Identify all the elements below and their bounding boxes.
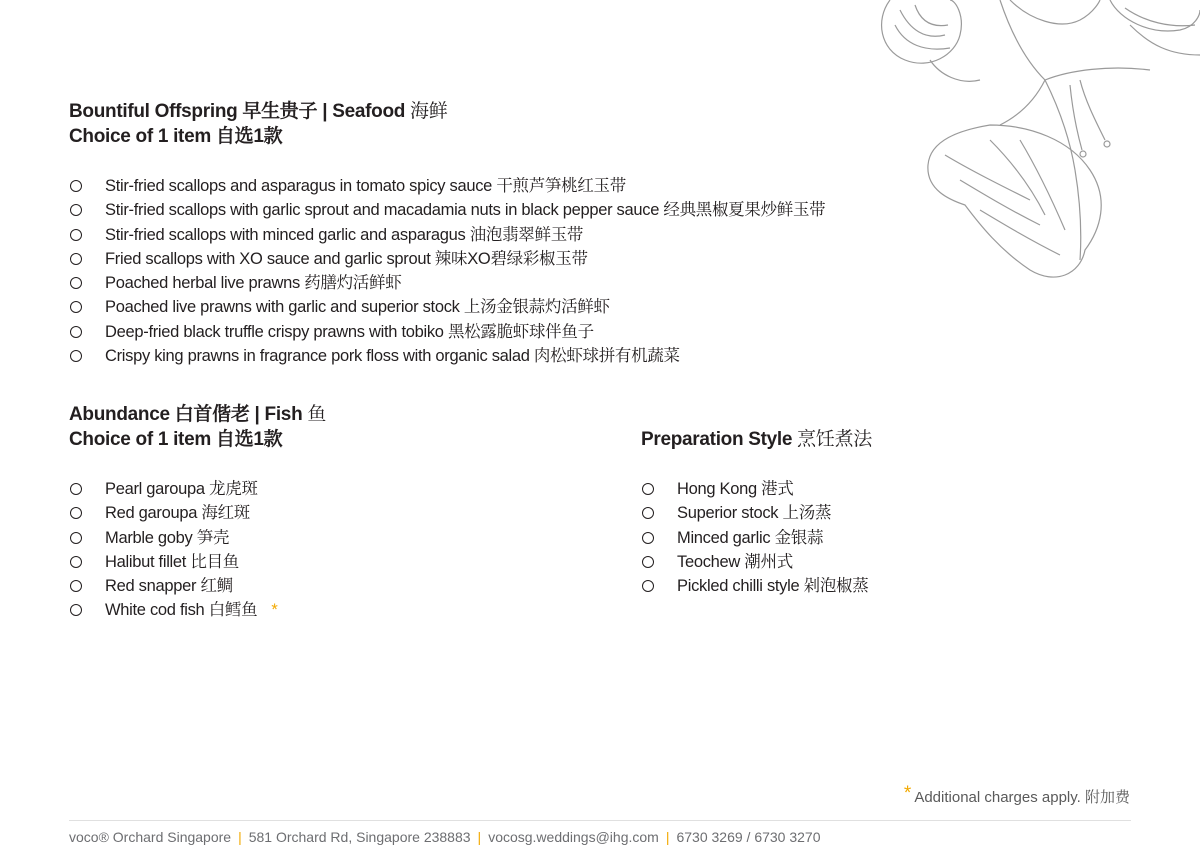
- radio-button-icon[interactable]: [70, 229, 82, 241]
- option-item: [69, 344, 825, 368]
- option-item: [69, 174, 825, 198]
- surcharge-note-text: Additional charges apply. 附加费: [914, 789, 1130, 806]
- option-item: [69, 501, 326, 525]
- radio-button-icon[interactable]: [70, 326, 82, 338]
- option-item: [641, 574, 872, 598]
- option-item: [641, 550, 872, 574]
- radio-button-icon[interactable]: [70, 180, 82, 192]
- preparation-options: [641, 477, 872, 598]
- radio-button-icon[interactable]: [70, 580, 82, 592]
- seafood-heading: Bountiful Offspring 早生贵子 | Seafood 海鲜: [69, 101, 448, 122]
- seafood-options: [69, 174, 825, 368]
- option-label: Minced garlic 金银蒜: [677, 528, 824, 547]
- option-label: Teochew 潮州式: [677, 552, 793, 571]
- radio-button-icon[interactable]: [642, 532, 654, 544]
- option-label: Poached herbal live prawns 药膳灼活鲜虾: [105, 274, 402, 293]
- option-item: [69, 526, 326, 550]
- fish-section: [69, 402, 326, 623]
- preparation-title-zh: 烹饪煮法: [797, 429, 872, 450]
- footer-phone[interactable]: 6730 3269 / 6730 3270: [676, 829, 821, 845]
- option-item: [641, 501, 872, 525]
- option-item: [69, 295, 825, 319]
- fish-title: Abundance 白首偕老: [69, 404, 250, 425]
- footer-divider: [69, 820, 1131, 821]
- radio-button-icon[interactable]: [642, 580, 654, 592]
- option-label: Poached live prawns with garlic and superior stock 上汤金银蒜灼活鲜虾: [105, 298, 610, 317]
- footer-venue: voco® Orchard Singapore: [69, 829, 232, 845]
- option-label: Pearl garoupa 龙虎斑: [105, 480, 258, 498]
- radio-button-icon[interactable]: [70, 253, 82, 265]
- option-label: Stir-fried scallops and asparagus in tomato spicy sauce 干煎芦笋桃红玉带: [105, 177, 626, 195]
- radio-button-icon[interactable]: [70, 532, 82, 544]
- floral-decoration: [870, 0, 1200, 290]
- radio-button-icon[interactable]: [642, 507, 654, 519]
- option-label: Marble goby 笋壳: [105, 528, 230, 547]
- option-item: [69, 477, 326, 501]
- fish-options: [69, 477, 326, 623]
- footer-separator: |: [238, 829, 242, 845]
- option-item: [641, 477, 872, 501]
- preparation-heading: [641, 427, 872, 452]
- radio-button-icon[interactable]: [70, 204, 82, 216]
- option-label: Red snapper 红鲷: [105, 577, 233, 596]
- option-label: Deep-fried black truffle crispy prawns with tobiko 黑松露脆虾球伴鱼子: [105, 322, 594, 341]
- option-item: [69, 550, 326, 574]
- surcharge-star-icon: *: [271, 601, 278, 620]
- seafood-title: Bountiful Offspring 早生贵子: [69, 101, 318, 122]
- surcharge-note: [903, 783, 1130, 808]
- preparation-section: [641, 427, 872, 598]
- option-item: [69, 247, 825, 271]
- option-item: [69, 320, 825, 344]
- fish-heading: Abundance 白首偕老 | Fish 鱼: [69, 404, 327, 425]
- radio-button-icon[interactable]: [70, 604, 82, 616]
- option-label: Stir-fried scallops with garlic sprout and macadamia nuts in black pepper sauce 经典黑椒夏果炒鲜玉带: [105, 201, 826, 220]
- radio-button-icon[interactable]: [642, 556, 654, 568]
- option-item: [69, 271, 825, 295]
- seafood-category: Seafood: [332, 101, 406, 122]
- fish-choice: Choice of 1 item 自选1款: [69, 429, 283, 450]
- option-item: [69, 198, 825, 222]
- footer-address: 581 Orchard Rd, Singapore 238883: [248, 829, 471, 845]
- radio-button-icon[interactable]: [70, 483, 82, 495]
- option-label: Hong Kong 港式: [677, 480, 794, 498]
- radio-button-icon[interactable]: [642, 483, 654, 495]
- seafood-category-zh: 海鲜: [410, 101, 448, 122]
- option-item: [69, 574, 326, 598]
- option-label: White cod fish 白鳕鱼: [105, 601, 258, 620]
- footer-email[interactable]: vocosg.weddings@ihg.com: [488, 829, 659, 845]
- radio-button-icon[interactable]: [70, 277, 82, 289]
- option-label: Pickled chilli style 剁泡椒蒸: [677, 577, 869, 596]
- footer-separator: |: [665, 829, 670, 845]
- radio-button-icon[interactable]: [70, 301, 82, 313]
- option-item: [69, 223, 825, 247]
- radio-button-icon[interactable]: [70, 507, 82, 519]
- footer-separator: |: [477, 829, 482, 845]
- option-label: Stir-fried scallops with minced garlic and asparagus 油泡翡翠鲜玉带: [105, 225, 584, 244]
- surcharge-star-icon: *: [903, 783, 912, 804]
- seafood-section: [69, 99, 825, 368]
- preparation-title: Preparation Style: [641, 429, 793, 450]
- option-label: Halibut fillet 比目鱼: [105, 552, 239, 571]
- seafood-choice: Choice of 1 item 自选1款: [69, 126, 283, 147]
- option-label: Fried scallops with XO sauce and garlic sprout 辣味XO碧绿彩椒玉带: [105, 249, 588, 268]
- option-item: [641, 526, 872, 550]
- option-item: [69, 598, 326, 622]
- option-label: Superior stock 上汤蒸: [677, 504, 832, 523]
- radio-button-icon[interactable]: [70, 350, 82, 362]
- option-label: Red garoupa 海红斑: [105, 504, 250, 523]
- option-label: Crispy king prawns in fragrance pork floss with organic salad 肉松虾球拼有机蔬菜: [105, 347, 680, 366]
- fish-category-zh: 鱼: [307, 404, 327, 425]
- footer: [69, 829, 821, 845]
- radio-button-icon[interactable]: [70, 556, 82, 568]
- fish-category: Fish: [264, 404, 303, 425]
